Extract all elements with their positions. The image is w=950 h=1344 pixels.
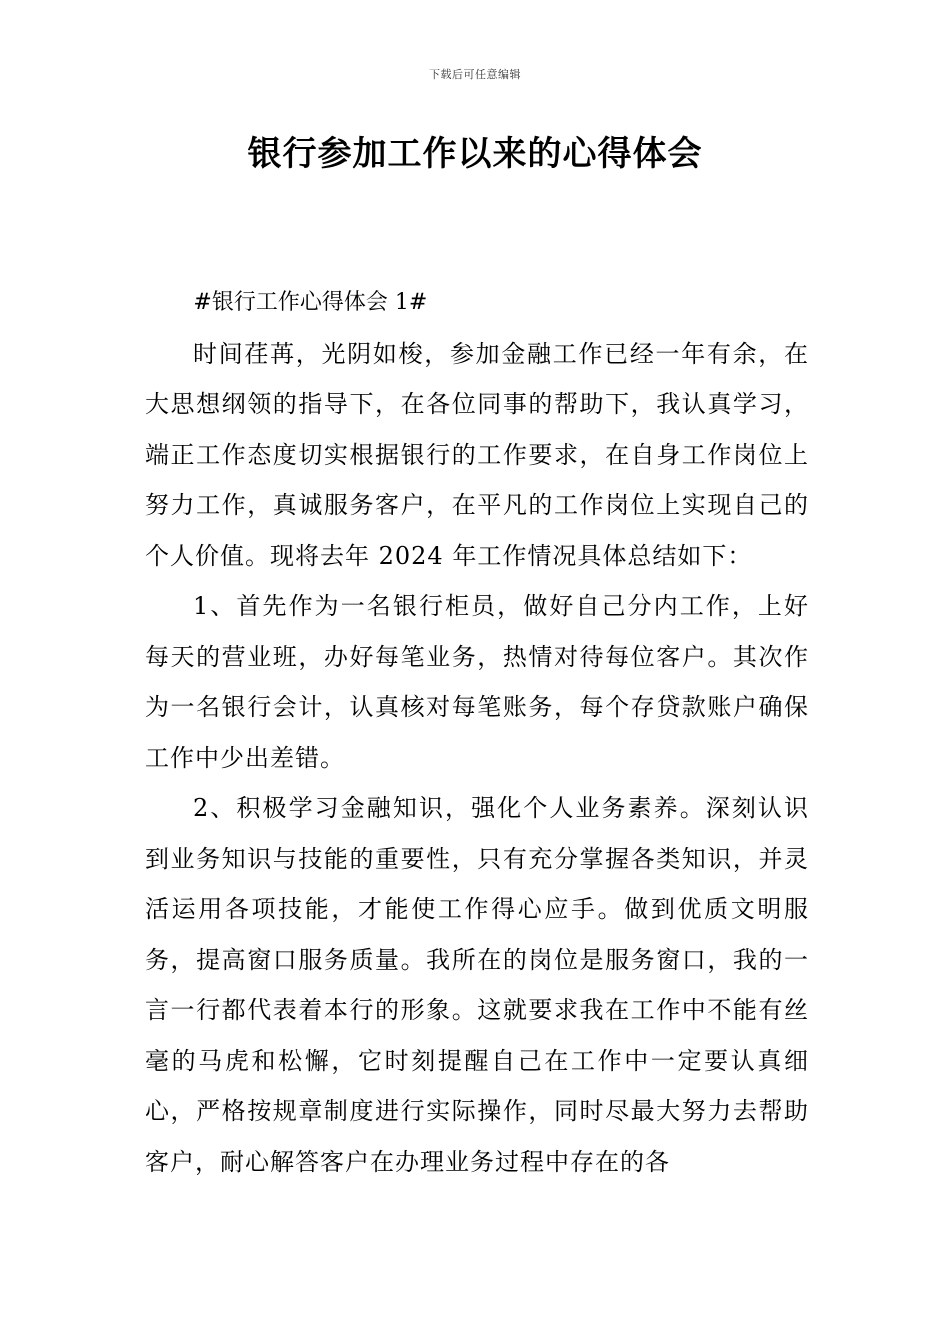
document-title: 银行参加工作以来的心得体会 — [247, 134, 703, 174]
paragraph-item-1: 1、首先作为一名银行柜员，做好自己分内工作，上好每天的营业班，办好每笔业务，热情对待每位客户。其次作为一名银行会计，认真核对每笔账务，每个存贷款账户确保工作中少出差错。 — [145, 592, 809, 772]
header-note: 下载后可任意编辑 — [429, 68, 521, 81]
paragraph-intro: 时间荏苒，光阴如梭，参加金融工作已经一年有余，在大思想纲领的指导下，在各位同事的帮助下，我认真学习，端正工作态度切实根据银行的工作要求，在自身工作岗位上努力工作，真诚服务客户，在平凡的工作岗位上实现自己的个人价值。现将去年 2024 年工作情况具体总结如下： — [145, 339, 809, 570]
paragraph-item-2: 2、积极学习金融知识，强化个人业务素养。深刻认识到业务知识与技能的重要性，只有充分掌握各类知识，并灵活运用各项技能，才能使工作得心应手。做到优质文明服务，提高窗口服务质量。我所在的岗位是服务窗口，我的一言一行都代表着本行的形象。这就要求我在工作中不能有丝毫的马虎和松懈，它时刻提醒自己在工作中一定要认真细心，严格按规章制度进行实际操作，同时尽最大努力去帮助客户，耐心解答客户在办理业务过程中存在的各 — [145, 794, 809, 1176]
document-body — [145, 278, 809, 1187]
section-heading: #银行工作心得体会 1# — [193, 290, 428, 315]
